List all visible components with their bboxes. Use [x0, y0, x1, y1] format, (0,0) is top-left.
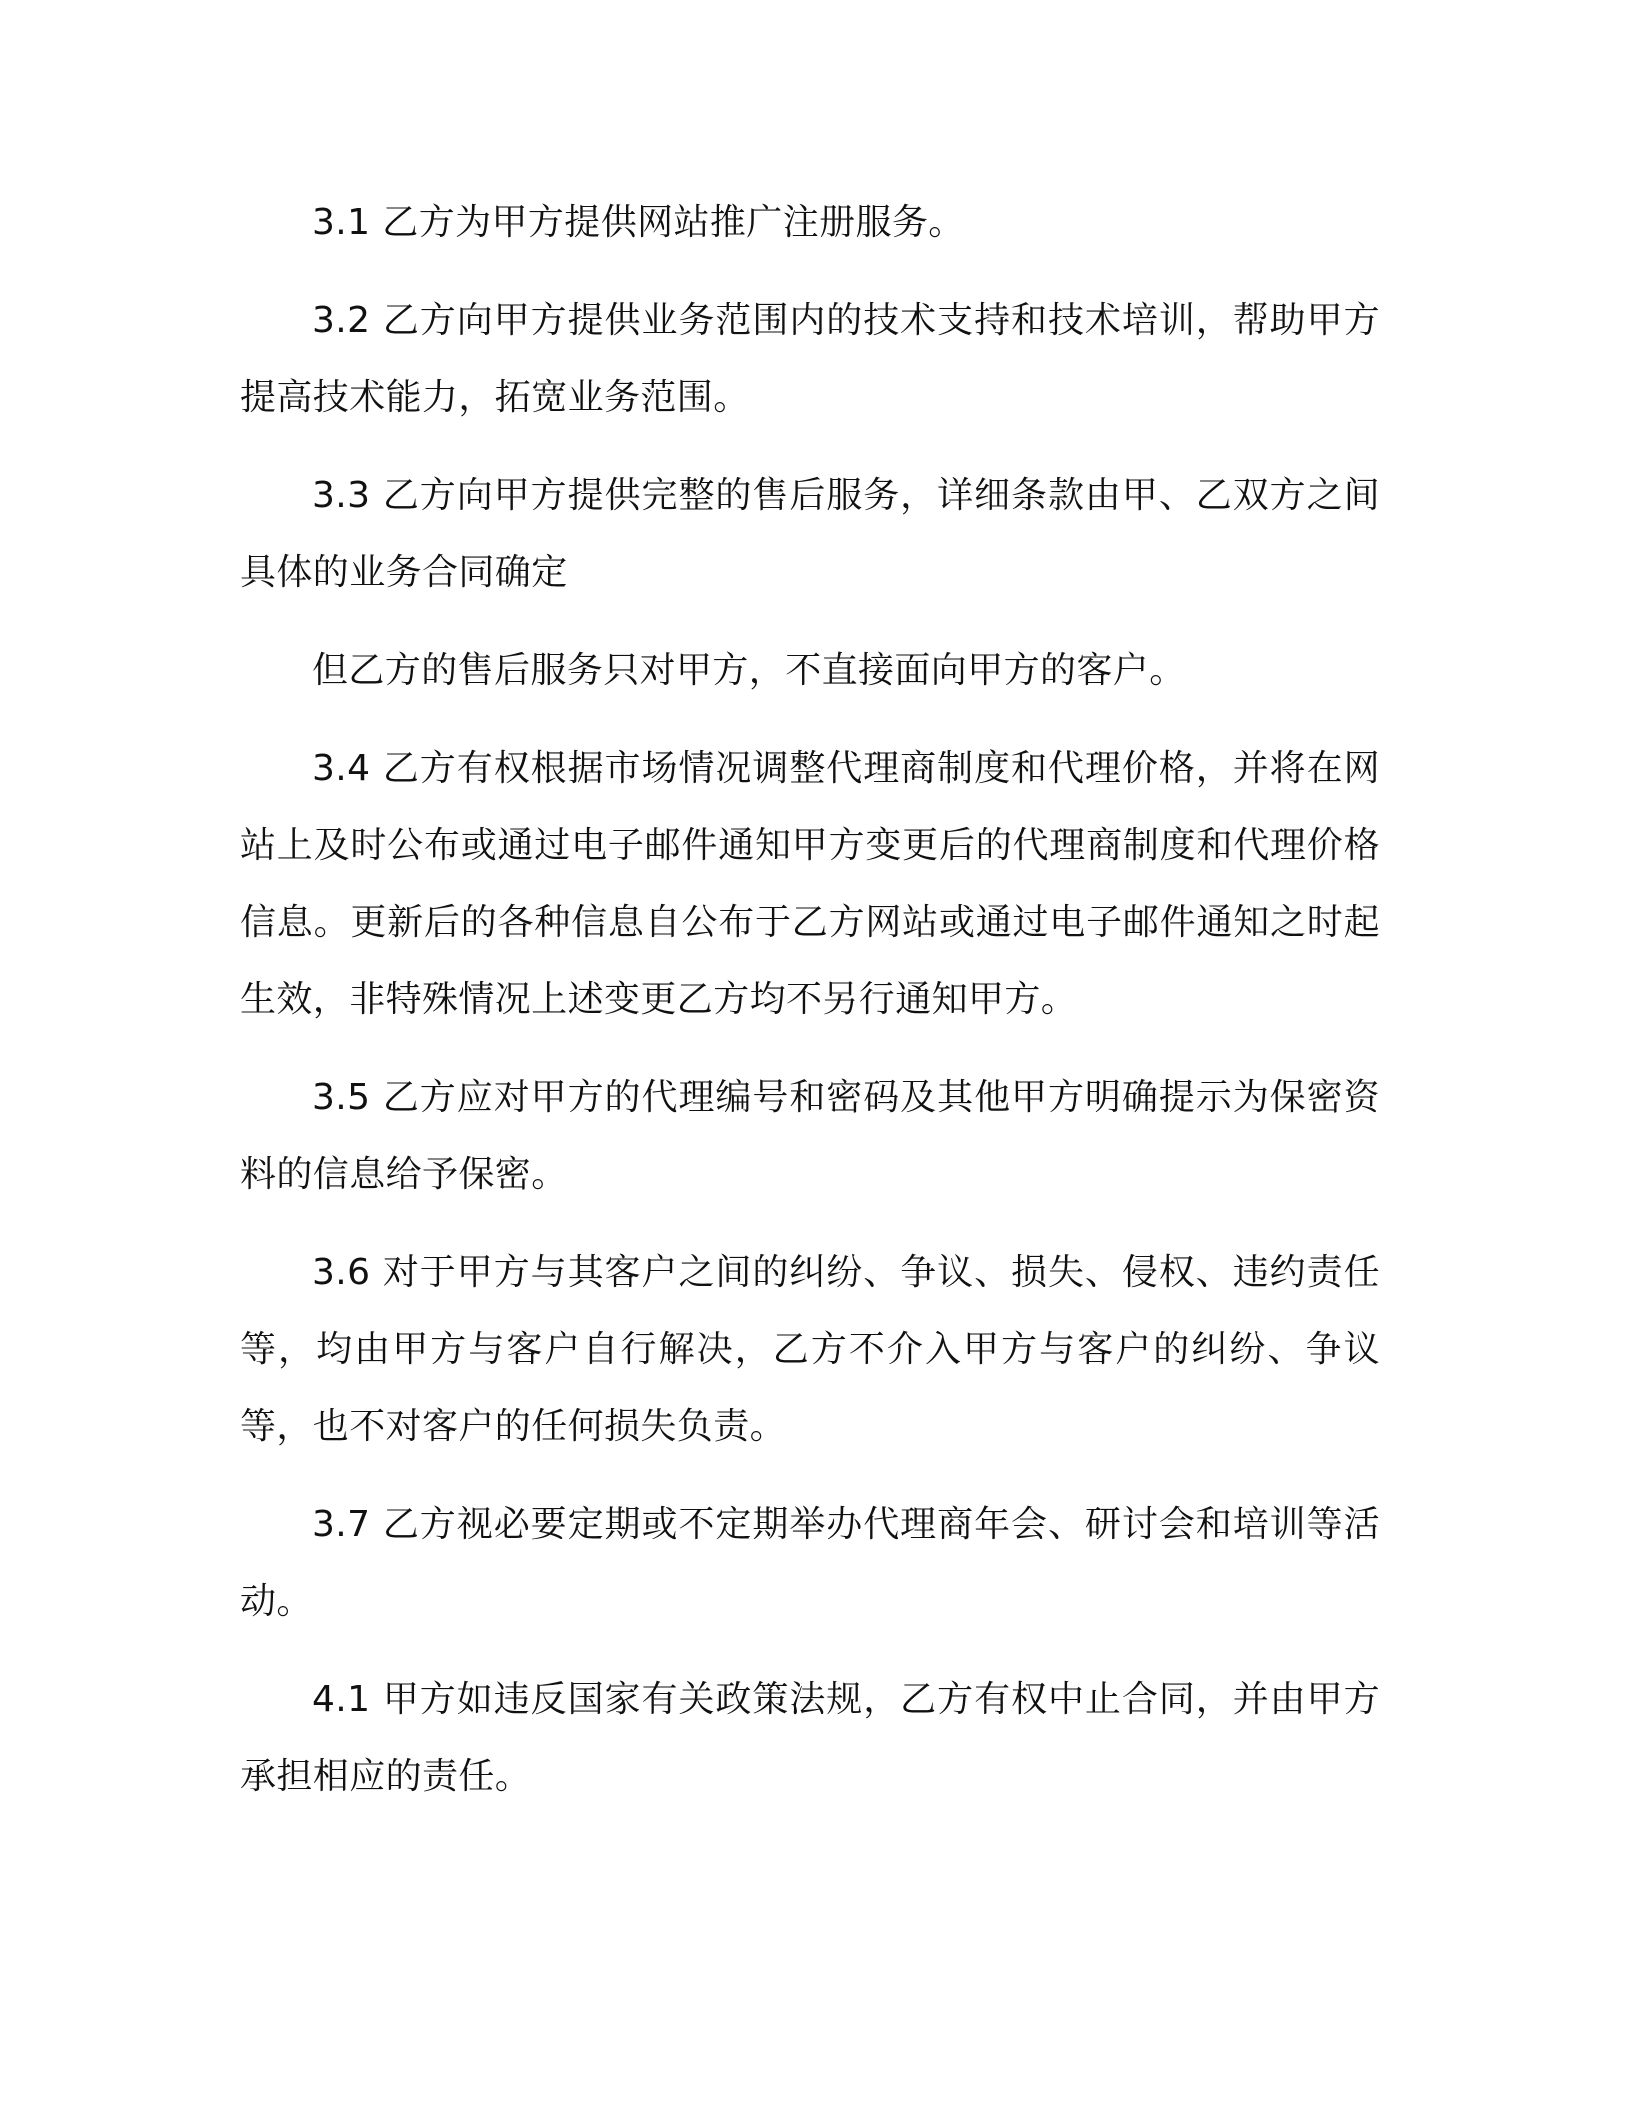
clause-3-7: 3.7 乙方视必要定期或不定期举办代理商年会、研讨会和培训等活动。	[240, 1504, 1380, 1622]
clause-3-3: 3.3 乙方向甲方提供完整的售后服务，详细条款由甲、乙双方之间具体的业务合同确定	[240, 475, 1380, 593]
document-body	[240, 184, 1380, 1815]
clause-3-4: 3.4 乙方有权根据市场情况调整代理商制度和代理价格，并将在网站上及时公布或通过电子邮件通知甲方变更后的代理商制度和代理价格信息。更新后的各种信息自公布于乙方网站或通过电子邮件通知之时起生效，非特殊情况上述变更乙方均不另行通知甲方。	[240, 748, 1380, 1020]
clause-4-1: 4.1 甲方如违反国家有关政策法规，乙方有权中止合同，并由甲方承担相应的责任。	[240, 1679, 1380, 1797]
clause-3-2: 3.2 乙方向甲方提供业务范围内的技术支持和技术培训，帮助甲方提高技术能力，拓宽业务范围。	[240, 300, 1380, 418]
clause-3-3-note: 但乙方的售后服务只对甲方，不直接面向甲方的客户。	[312, 650, 1186, 691]
clause-3-1: 3.1 乙方为甲方提供网站推广注册服务。	[312, 202, 965, 243]
clause-3-5: 3.5 乙方应对甲方的代理编号和密码及其他甲方明确提示为保密资料的信息给予保密。	[240, 1077, 1380, 1195]
clause-3-6: 3.6 对于甲方与其客户之间的纠纷、争议、损失、侵权、违约责任等，均由甲方与客户自行解决，乙方不介入甲方与客户的纠纷、争议等，也不对客户的任何损失负责。	[240, 1252, 1380, 1447]
